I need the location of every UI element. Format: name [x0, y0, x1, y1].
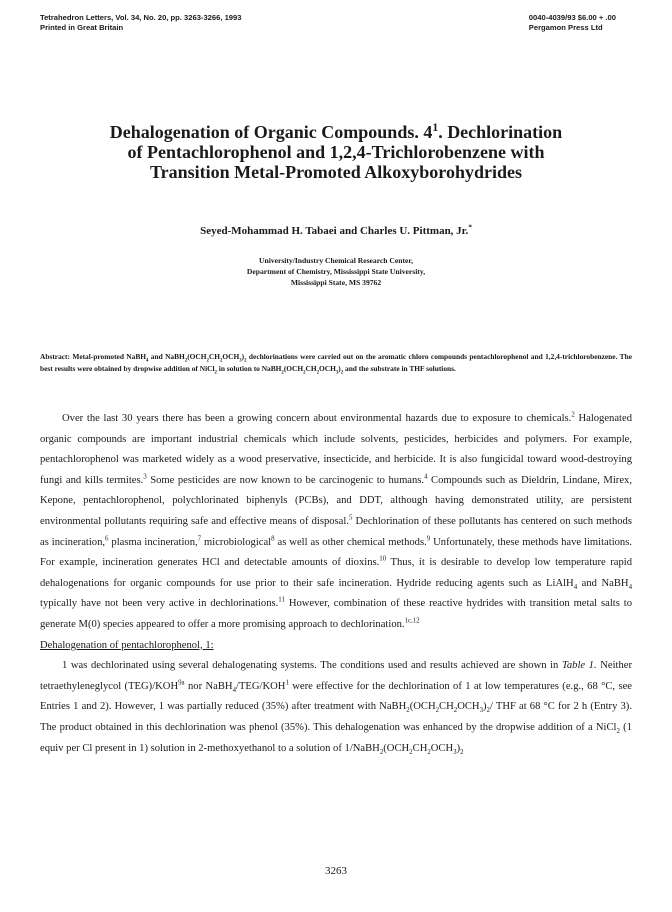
intro-paragraph: Over the last 30 years there has been a growing concern about environmental hazards due to exposure to chemicals.$^2$ Halogenated organic compounds are important industrial chemicals which include solvents, pesticides, herbicides and polymers. For example, pentachlorophenol was marketed widely as a wood preservative, insecticide, and herbicide. It is also fungicidal toward wood-destroying fungi and kills termites.$^3$ Some pesticides are now known to be carcinogenic to humans.$^4$ Compounds such as Dieldrin, Lindane, Mirex, Kepone, pentachlorophenol, polychlorinated biphenyls (PCBs), and DDT, although having demonstrated utility, are persistent environmental pollutants requiring safe and effective means of disposal.$^5$ Dechlorination of these pollutants has centered on such methods as incineration,$^6$ plasma incineration,$^7$ microbiological$^8$ as well as other chemical methods.$^9$ Unfortunately, these methods have limitations. For example, incineration generates HCl and detectable amounts of dioxins.$^{10}$ Thus, it is desirable to develop low temperature rapid dehalogenations for organic compounds for use prior to their safe incineration. Hydride reducing agents such as LiAlH$_4$ and NaBH$_4$ typically have not been very active in dechlorinations.$^{11}$ However, combination of these reactive hydrides with transition metal salts to generate M(0) species appeared to offer a more promising approach to dechlorination.$^{1c,12}$ — [40, 411, 633, 630]
publisher-name: Pergamon Press Ltd — [528, 23, 603, 32]
abstract: Abstract: Metal-promoted NaBH$_4$ and $NaBH_2(OCH_2CH_2OCH_3)_2$ dechlorinations were carried out on the aromatic chloro compounds pentachlorophenol and 1,2,4-trichlorobenzene. The best results were obtained by dropwise addition of NiCl$_2$ in solution to $NaBH_2(OCH_2CH_2OCH_3)_2$ and the substrate in THF solutions. — [40, 352, 632, 376]
article-body — [40, 409, 632, 759]
article-title — [40, 122, 632, 182]
section-heading: Dehalogenation of pentachlorophenol, 1: — [40, 639, 214, 651]
title-line-2: of Pentachlorophenol and 1,2,4-Trichlorobenzene with — [127, 142, 545, 162]
publisher-header — [529, 13, 616, 33]
results-paragraph: 1 was dechlorinated using several dehalogenating systems. The conditions used and results achieved are shown in Table 1. Neither tetraethyleneglycol $(TEG)/KOH^{9a}$ nor $NaBH_4/TEG/KOH^1$ were effective for the dechlorination of 1 at low temperatures (e.g., 68 °C, see Entries 1 and 2). However, 1 was partially reduced (35%) after treatment with $NaBH_2(OCH_2CH_2OCH_3)_2/$ THF at 68 °C for 2 h (Entry 3). The product obtained in this dechlorination was phenol (35%). This dehalogenation was enhanced by the dropwise addition of a NiCl$_2$ (1 equiv per Cl present in 1) solution in 2-methoxyethanol to a solution of $1/NaBH_2(OCH_2CH_2OCH_3)_2$ — [40, 660, 632, 756]
abstract-label: Abstract: — [40, 352, 70, 361]
affiliation: University/Industry Chemical Research Center, Department of Chemistry, Mississippi State University, Mississippi State, MS 39762 — [246, 256, 426, 287]
corresponding-mark: * — [468, 223, 472, 232]
table-reference: Table 1. — [561, 660, 597, 672]
journal-header — [40, 13, 241, 33]
title-line-3: Transition Metal-Promoted Alkoxyborohydrides — [149, 162, 522, 182]
issn-price: 0040-4039/93 $6.00 + .00 — [528, 13, 616, 22]
author-list: Seyed-Mohammad H. Tabaei and Charles U. Pittman, Jr.* — [200, 223, 472, 237]
page-number: 3263 — [325, 865, 347, 877]
title-line-1: Dehalogenation of Organic Compounds. $4^1$. Dechlorination — [109, 121, 563, 142]
journal-citation: Tetrahedron Letters, Vol. 34, No. 20, pp. 3263-3266, 1993 — [40, 13, 242, 22]
title-footnote-ref: 1 — [432, 121, 439, 134]
printed-location: Printed in Great Britain — [40, 23, 124, 32]
